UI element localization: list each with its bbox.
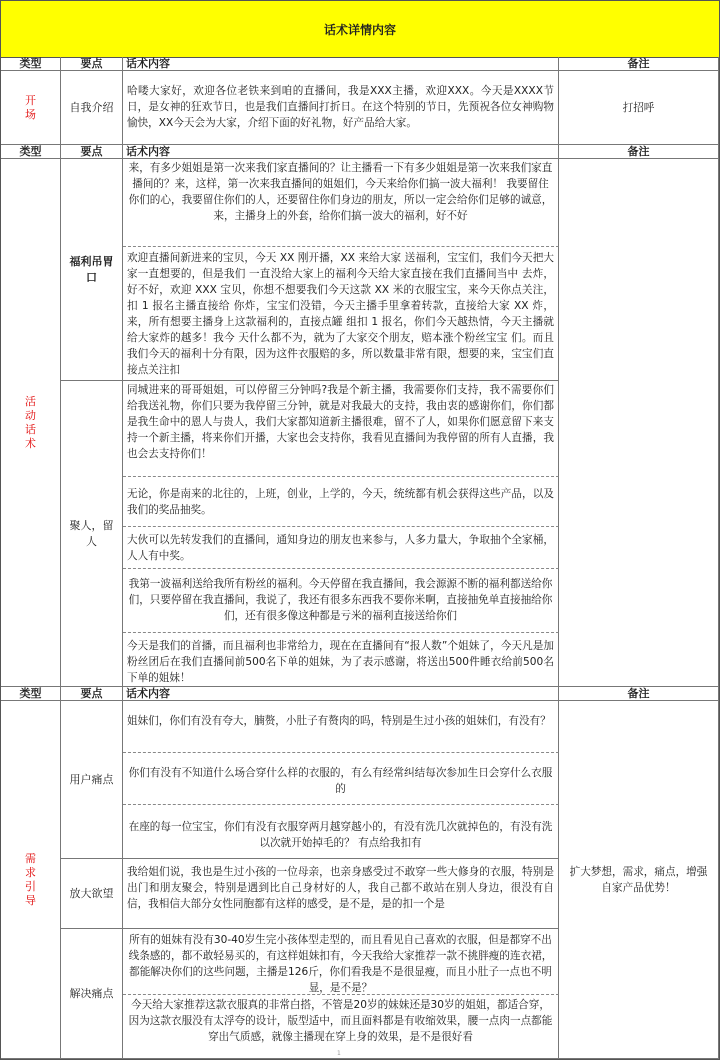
type-activity — [1, 159, 61, 687]
header-content: 话术内容 — [123, 145, 559, 159]
content-pain-2: 你们有没有不知道什么场合穿什么样的衣服的，有么有经常纠结每次参加生日会穿什么衣服的 — [123, 753, 559, 805]
header-type: 类型 — [1, 687, 61, 701]
content-retain-2: 无论，你是南来的北往的，上班，创业，上学的，今天，统统都有机会获得这些产品，以及我们的奖品抽奖。 — [123, 477, 559, 527]
note-greeting: 打招呼 — [559, 71, 719, 145]
point-solve-pain: 解决痛点 — [61, 929, 123, 1059]
content-pain-1: 姐妹们，你们有没有夸大，腩赘，小肚子有赘肉的吗，特别是生过小孩的姐妹们，有没有？ — [123, 701, 559, 753]
header-content: 话术内容 — [123, 57, 559, 71]
header-point: 要点 — [61, 57, 123, 71]
header-type: 类型 — [1, 145, 61, 159]
header-type: 类型 — [1, 57, 61, 71]
content-retain-1: 同城进来的哥哥姐姐，可以停留三分钟吗?我是个新主播，我需要你们支持，我不需要你们给我送礼物，你们只要为我停留三分钟，就是对我最大的支持，我由衷的感谢你们，你们都是我生命中的恩人与贵人，我们大家都知道新主播很难，留不了人，如果你们愿意留下来支持一个新主播，将来你们开播，大家也会支持你，我看见直播间为我停留的所有人直播，我也会去支持你们！ — [123, 381, 559, 477]
header-point: 要点 — [61, 687, 123, 701]
note-demand-guide: 扩大梦想，需求，痛点，增强自家产品优势！ — [559, 701, 719, 1059]
content-welfare-2: 欢迎直播间新进来的宝贝，今天 XX 刚开播，XX 来给大家 送福利，宝宝们，我们今天把大家一直想要的，但是我们 一直没给大家上的福利今天给大家直接在我们直播间当中 去炸，好不好，欢迎 XXX 宝贝，你想不想要我们今天这款 XX 米的衣服宝宝，来今天你点关注，扣 1 报名主播直接给 你炸，宝宝们没错，今天主播手里拿着转款，直接给大家 XX 炸，来，所有想要主播身上这款福利的，直接点罐 组扣 1 报名，你们今天越热情，今天主播就给大家炸的越多！我今 天什么都不为，就为了大家交个朋友，赔本涨个粉丝宝宝 们。而且我们今天的福利十分有限，因为这件衣服赔的多，所以数量非常有限，想要的来，宝宝们直接点关注扣 — [123, 247, 559, 381]
point-amplify-desire: 放大欲望 — [61, 859, 123, 929]
type-demand-guide-label: 需求引导 — [25, 851, 36, 907]
page-title: 话术详情内容 — [1, 1, 719, 58]
header-content: 话术内容 — [123, 687, 559, 701]
point-user-pain: 用户痛点 — [61, 701, 123, 859]
point-gather-retain: 聚人，留人 — [61, 381, 123, 687]
type-demand-guide — [1, 701, 61, 1059]
note-activity — [559, 159, 719, 687]
content-desire-1: 我给姐们说，我也是生过小孩的一位母亲，也亲身感受过不敢穿一些大修身的衣服，特别是出门和朋友聚会，特别是遇到比自己身材好的人，我自己都不敢站在别人身边，很没有自信，我相信大部分女性同胞都有这样的感受，是不是，是的扣一个是 — [123, 859, 559, 929]
header-note: 备注 — [559, 145, 719, 159]
content-solve-2: 今天给大家推荐这款衣服真的非常白搭，不管是20岁的妹妹还是30岁的姐姐，都适合穿，因为这款衣服没有太浮夸的设计，版型适中，而且面料都是有收缩效果，腰一点肉一点都能穿出气质感，就像主播现在穿上身的效果，是不是很好看 — [123, 995, 559, 1059]
page-number: 1 — [337, 1050, 341, 1057]
type-opening — [1, 71, 61, 145]
header-note: 备注 — [559, 687, 719, 701]
header-note: 备注 — [559, 57, 719, 71]
content-solve-1: 所有的姐妹有没有30-40岁生完小孩体型走型的，而且看见自己喜欢的衣服，但是都穿不出线条感的，都不敢轻易买的，有这样姐妹扣有，今天我给大家推荐一款不挑胖瘦的连衣裙，都能解决你们的这些问题，主播是126斤，你们看我是不是很显瘦，而且小肚子一点也不明显，是不是？ — [123, 929, 559, 995]
type-activity-label: 活动话术 — [25, 394, 36, 450]
content-self-intro: 哈喽大家好，欢迎各位老铁来到咱的直播间，我是XXX主播，欢迎XXX。今天是XXXX节日，是女神的狂欢节日，也是我们直播间打折日。在这个特别的节日，先预祝各位女神购物愉快，XX今天会为大家，介绍下面的好礼物，好产品给大家。 — [123, 71, 559, 145]
point-self-intro: 自我介绍 — [61, 71, 123, 145]
content-welfare-1: 来，有多少姐姐是第一次来我们家直播间的？让主播看一下有多少姐姐是第一次来我们家直播间的？来，这样，第一次来我直播间的姐姐们，今天来给你们搞一波大福利！ 我要留住你们的心，我要留住你们的人，还要留住你们身边的朋友，所以一定会给你们足够的诚意，来，主播身上的外套，给你们搞一波大的福利，好不好 — [123, 159, 559, 247]
content-pain-3: 在座的每一位宝宝，你们有没有衣服穿两月越穿越小的，有没有洗几次就掉色的，有没有洗以次就开始掉毛的？ 有点给我扣有 — [123, 805, 559, 859]
content-retain-5: 今天是我们的首播，而且福利也非常给力，现在在直播间有“报人数”个姐妹了，今天凡是加粉丝团后在我们直播间前500名下单的姐妹，为了表示感谢，将送出500件睡衣给前500名下单的姐妹！ — [123, 633, 559, 687]
type-opening-label: 开场 — [25, 93, 36, 121]
content-retain-3: 大伙可以先转发我们的直播间，通知身边的朋友也来参与，人多力量大，争取抽个全家桶，人人有中奖。 — [123, 527, 559, 569]
point-welfare-teaser: 福利吊胃口 — [61, 159, 123, 381]
content-retain-4: 我第一波福利送给我所有粉丝的福利。今天停留在我直播间，我会源源不断的福利都送给你们，只要停留在我直播间，我说了，我还有很多东西我不要你米啊，直接抽免单直接抽给你们，还有很多像这种都是亏米的福利直接送给你们 — [123, 569, 559, 633]
header-point: 要点 — [61, 145, 123, 159]
